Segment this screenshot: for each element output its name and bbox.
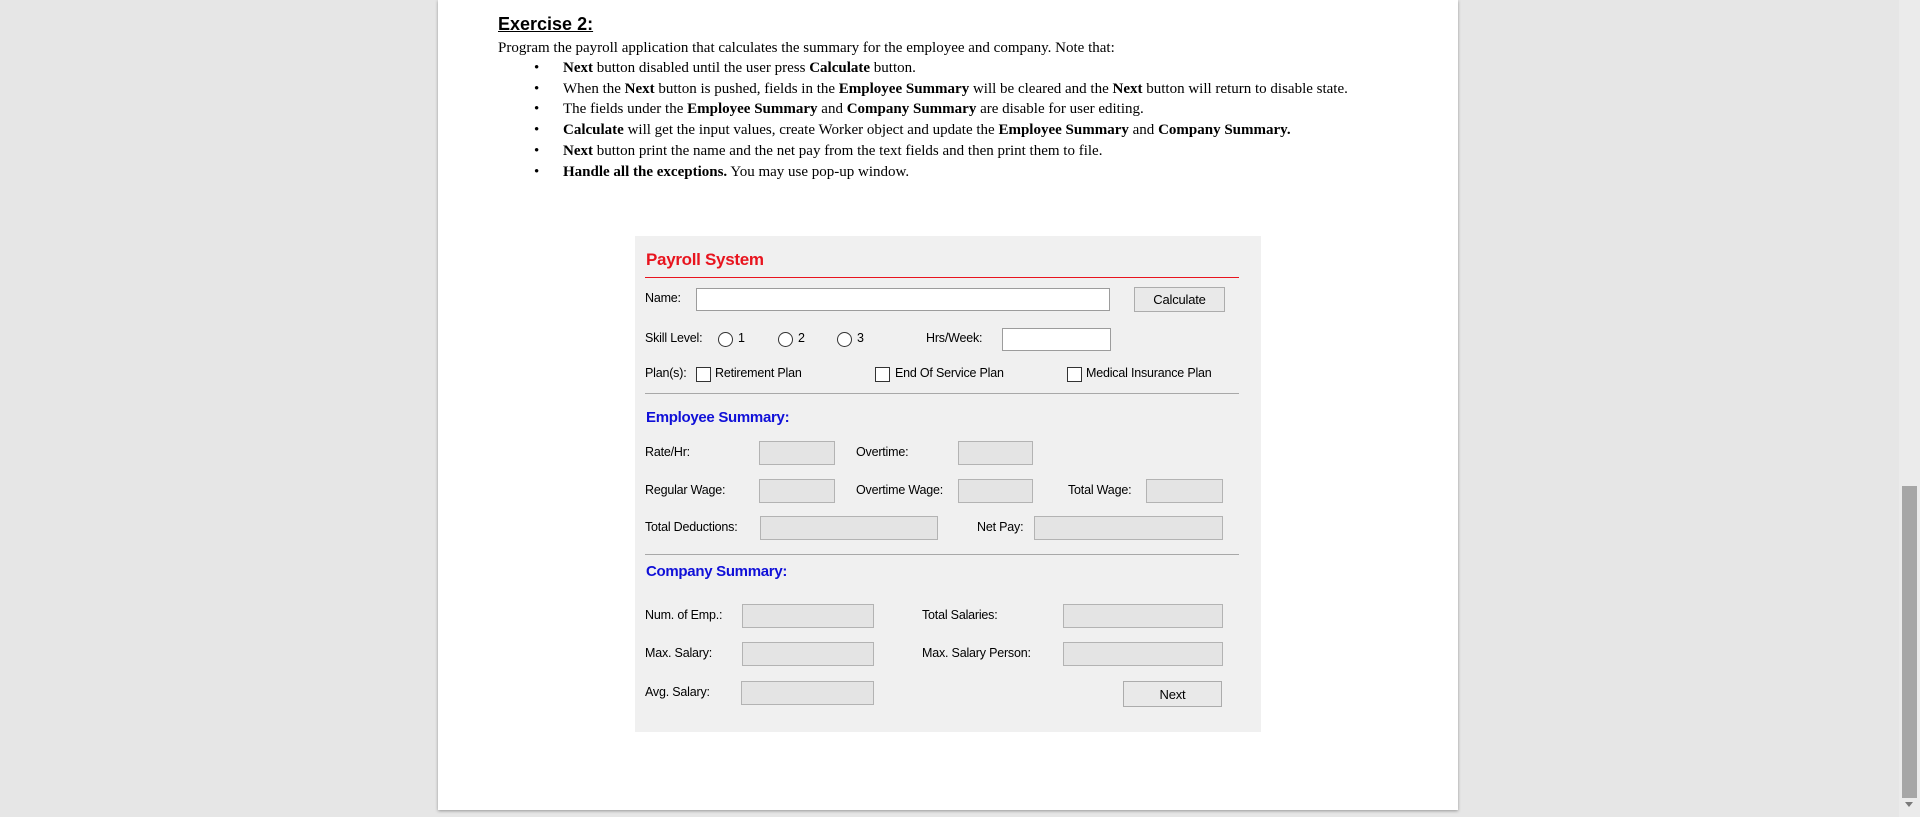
requirement-item — [534, 120, 1428, 141]
requirement-item — [534, 99, 1428, 120]
requirement-text: Next — [563, 143, 593, 159]
avg-salary-field — [741, 681, 874, 705]
exercise-title: Exercise 2: — [498, 14, 594, 34]
end-of-service-plan-label: End Of Service Plan — [895, 366, 1004, 380]
num-emp-label: Num. of Emp.: — [645, 608, 723, 622]
avg-salary-label: Avg. Salary: — [645, 685, 710, 699]
requirement-text: will be cleared and the — [969, 81, 1113, 97]
overtime-label: Overtime: — [856, 445, 909, 459]
rate-hr-label: Rate/Hr: — [645, 445, 690, 459]
requirement-text: Calculate — [563, 122, 624, 138]
retirement-plan-checkbox[interactable] — [696, 367, 711, 382]
calculate-button[interactable]: Calculate — [1134, 287, 1225, 312]
requirement-item — [534, 58, 1428, 79]
exercise-intro: Program the payroll application that calculates the summary for the employee and company. Note that: — [498, 40, 1115, 56]
max-salary-label: Max. Salary: — [645, 646, 713, 660]
requirement-text: are disable for user editing. — [976, 101, 1144, 117]
requirement-text: Employee Summary — [687, 101, 818, 117]
skill-radio-1-label: 1 — [738, 331, 745, 345]
requirement-text: Next — [624, 81, 655, 97]
scroll-thumb[interactable] — [1902, 486, 1917, 798]
max-salary-person-label: Max. Salary Person: — [922, 646, 1031, 660]
bullet-dot-icon: • — [534, 164, 540, 180]
skill-radio-1[interactable] — [718, 332, 733, 347]
num-emp-field — [742, 604, 874, 628]
scroll-down-arrow-icon[interactable] — [1905, 802, 1913, 807]
payroll-window — [635, 236, 1261, 732]
requirement-text: Next — [563, 60, 593, 76]
requirement-item — [534, 162, 1428, 183]
total-wage-field — [1146, 479, 1223, 503]
bullet-dot-icon: • — [534, 60, 540, 76]
requirement-text: Company Summary — [846, 101, 977, 117]
requirement-text: and — [817, 101, 847, 117]
regular-wage-label: Regular Wage: — [645, 483, 726, 497]
next-button[interactable]: Next — [1123, 681, 1222, 707]
requirement-text: When the — [563, 81, 625, 97]
name-input[interactable] — [696, 288, 1110, 311]
bullet-dot-icon: • — [534, 81, 540, 97]
total-wage-label: Total Wage: — [1068, 483, 1132, 497]
skill-level-label: Skill Level: — [645, 331, 703, 345]
requirement-text: button disabled until the user press — [593, 60, 810, 76]
requirement-item — [534, 79, 1428, 99]
overtime-wage-label: Overtime Wage: — [856, 483, 944, 497]
employee-summary-divider — [645, 554, 1239, 555]
hrs-week-label: Hrs/Week: — [926, 331, 983, 345]
requirement-text: Calculate — [809, 60, 871, 76]
max-salary-person-field — [1063, 642, 1223, 666]
overtime-field — [958, 441, 1033, 465]
requirement-text: The fields under the — [563, 101, 688, 117]
medical-insurance-plan-label: Medical Insurance Plan — [1086, 366, 1212, 380]
requirement-text: button print the name and the net pay from the text fields and then print them to file. — [593, 143, 1103, 159]
bullet-dot-icon: • — [534, 122, 540, 138]
net-pay-label: Net Pay: — [977, 520, 1024, 534]
vertical-scrollbar[interactable] — [1899, 0, 1920, 817]
requirement-text: will get the input values, create Worker object and update the — [623, 122, 999, 138]
medical-insurance-plan-checkbox[interactable] — [1067, 367, 1082, 382]
bullet-dot-icon: • — [534, 143, 540, 159]
document-body — [498, 14, 1428, 183]
plans-divider — [645, 393, 1239, 394]
skill-radio-3-label: 3 — [857, 331, 864, 345]
regular-wage-field — [759, 479, 835, 503]
requirement-item — [534, 141, 1428, 162]
requirement-text: and — [1128, 122, 1159, 138]
total-deductions-label: Total Deductions: — [645, 520, 738, 534]
title-divider — [645, 277, 1239, 278]
skill-radio-3[interactable] — [837, 332, 852, 347]
plans-label: Plan(s): — [645, 366, 687, 380]
retirement-plan-label: Retirement Plan — [715, 366, 802, 380]
requirement-text: Handle all the exceptions. — [563, 164, 728, 180]
requirement-text: button will return to disable state. — [1142, 81, 1348, 97]
window-title: Payroll System — [646, 250, 764, 269]
requirement-text: You may use pop-up window. — [727, 164, 910, 180]
total-salaries-field — [1063, 604, 1223, 628]
name-label: Name: — [645, 291, 681, 305]
overtime-wage-field — [958, 479, 1033, 503]
total-salaries-label: Total Salaries: — [922, 608, 998, 622]
requirement-text: button is pushed, fields in the — [654, 81, 839, 97]
requirement-text: Next — [1112, 81, 1143, 97]
company-summary-title: Company Summary: — [646, 563, 788, 580]
employee-summary-title: Employee Summary: — [646, 409, 790, 426]
rate-hr-field — [759, 441, 835, 465]
requirement-text: Employee Summary — [998, 122, 1129, 138]
requirement-text: Company Summary. — [1158, 122, 1291, 138]
bullet-dot-icon: • — [534, 101, 540, 117]
hrs-week-input[interactable] — [1002, 328, 1111, 351]
total-deductions-field — [760, 516, 938, 540]
requirement-text: Employee Summary — [838, 81, 970, 97]
max-salary-field — [742, 642, 874, 666]
requirements-list — [498, 58, 1428, 183]
net-pay-field — [1034, 516, 1223, 540]
skill-radio-2-label: 2 — [798, 331, 805, 345]
requirement-text: button. — [870, 60, 916, 76]
end-of-service-plan-checkbox[interactable] — [875, 367, 890, 382]
skill-radio-2[interactable] — [778, 332, 793, 347]
